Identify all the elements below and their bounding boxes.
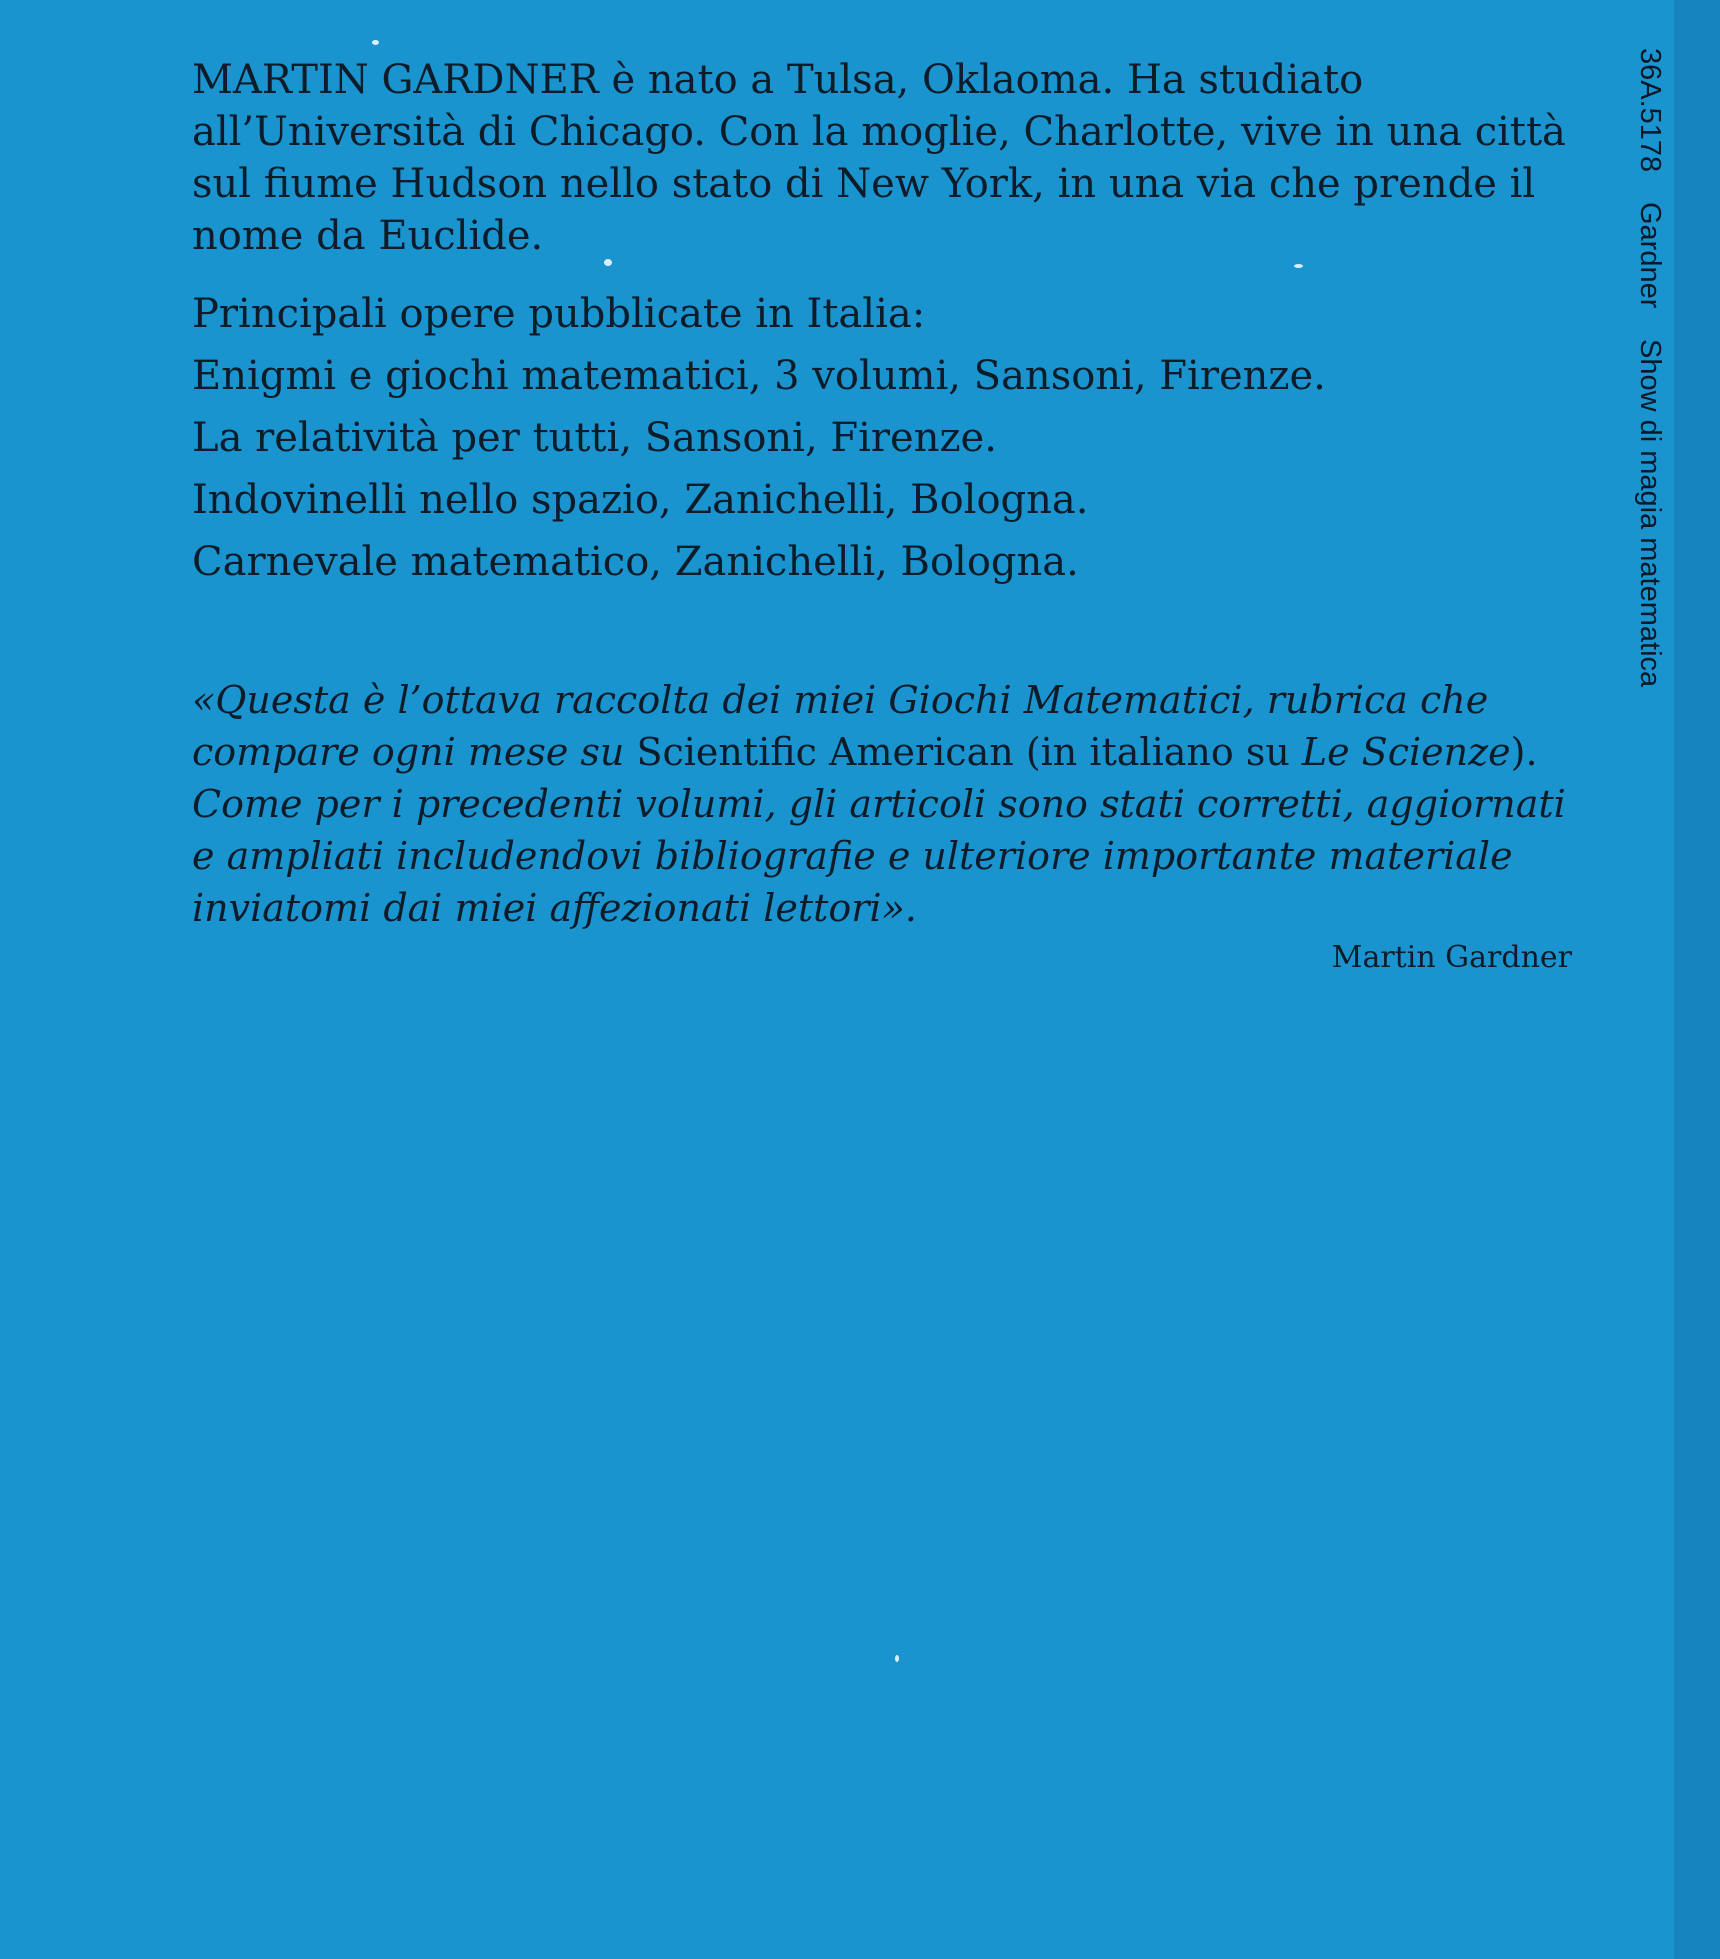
- spine-code: 36A.5178: [1634, 48, 1666, 173]
- quote-text-part3: ).: [1510, 730, 1538, 774]
- author-bio: [192, 54, 1582, 262]
- dust-speck: [895, 1655, 899, 1662]
- published-works: [192, 288, 1582, 588]
- list-item: La relatività per tutti, Sansoni, Firenze.: [192, 415, 997, 461]
- works-list: [192, 350, 1582, 588]
- quote-text-part4: Come per i precedenti volumi, gli articoli sono stati corretti, aggiornati e ampliati includendovi bibliografie e ulteriore importante materiale inviatomi dai miei affezionati lettori».: [192, 782, 1566, 930]
- spine-edge: [1674, 0, 1720, 1959]
- quote-italian-magazine: Le Scienze: [1301, 730, 1511, 774]
- spine-label: [1630, 48, 1670, 808]
- spine-author: Gardner: [1634, 202, 1666, 309]
- dust-speck: [372, 40, 379, 45]
- list-item: Indovinelli nello spazio, Zanichelli, Bologna.: [192, 477, 1089, 523]
- quote-author: Martin Gardner: [1331, 940, 1572, 975]
- author-quote: [192, 674, 1592, 934]
- author-bio-text: MARTIN GARDNER è nato a Tulsa, Oklaoma. Ha studiato all’Università di Chicago. Con la moglie, Charlotte, vive in una città sul fiume Hudson nello stato di New York, in una via che prende il nome da Euclide.: [192, 57, 1566, 259]
- list-item: Carnevale matematico, Zanichelli, Bologna.: [192, 539, 1079, 585]
- spine-title: Show di magia matematica: [1634, 338, 1666, 687]
- cover-text: [192, 54, 1582, 978]
- list-item: Enigmi e giochi matematici, 3 volumi, Sansoni, Firenze.: [192, 353, 1326, 399]
- quote-magazine-name: Scientific American: [636, 730, 1014, 774]
- quote-text-part2: (in italiano su: [1013, 730, 1302, 774]
- quote-text-part1: «Questa è l’ottava raccolta dei miei Giochi Matematici, rubrica che compare ogni mese su: [192, 678, 1489, 774]
- published-works-heading: Principali opere pubblicate in Italia:: [192, 291, 926, 337]
